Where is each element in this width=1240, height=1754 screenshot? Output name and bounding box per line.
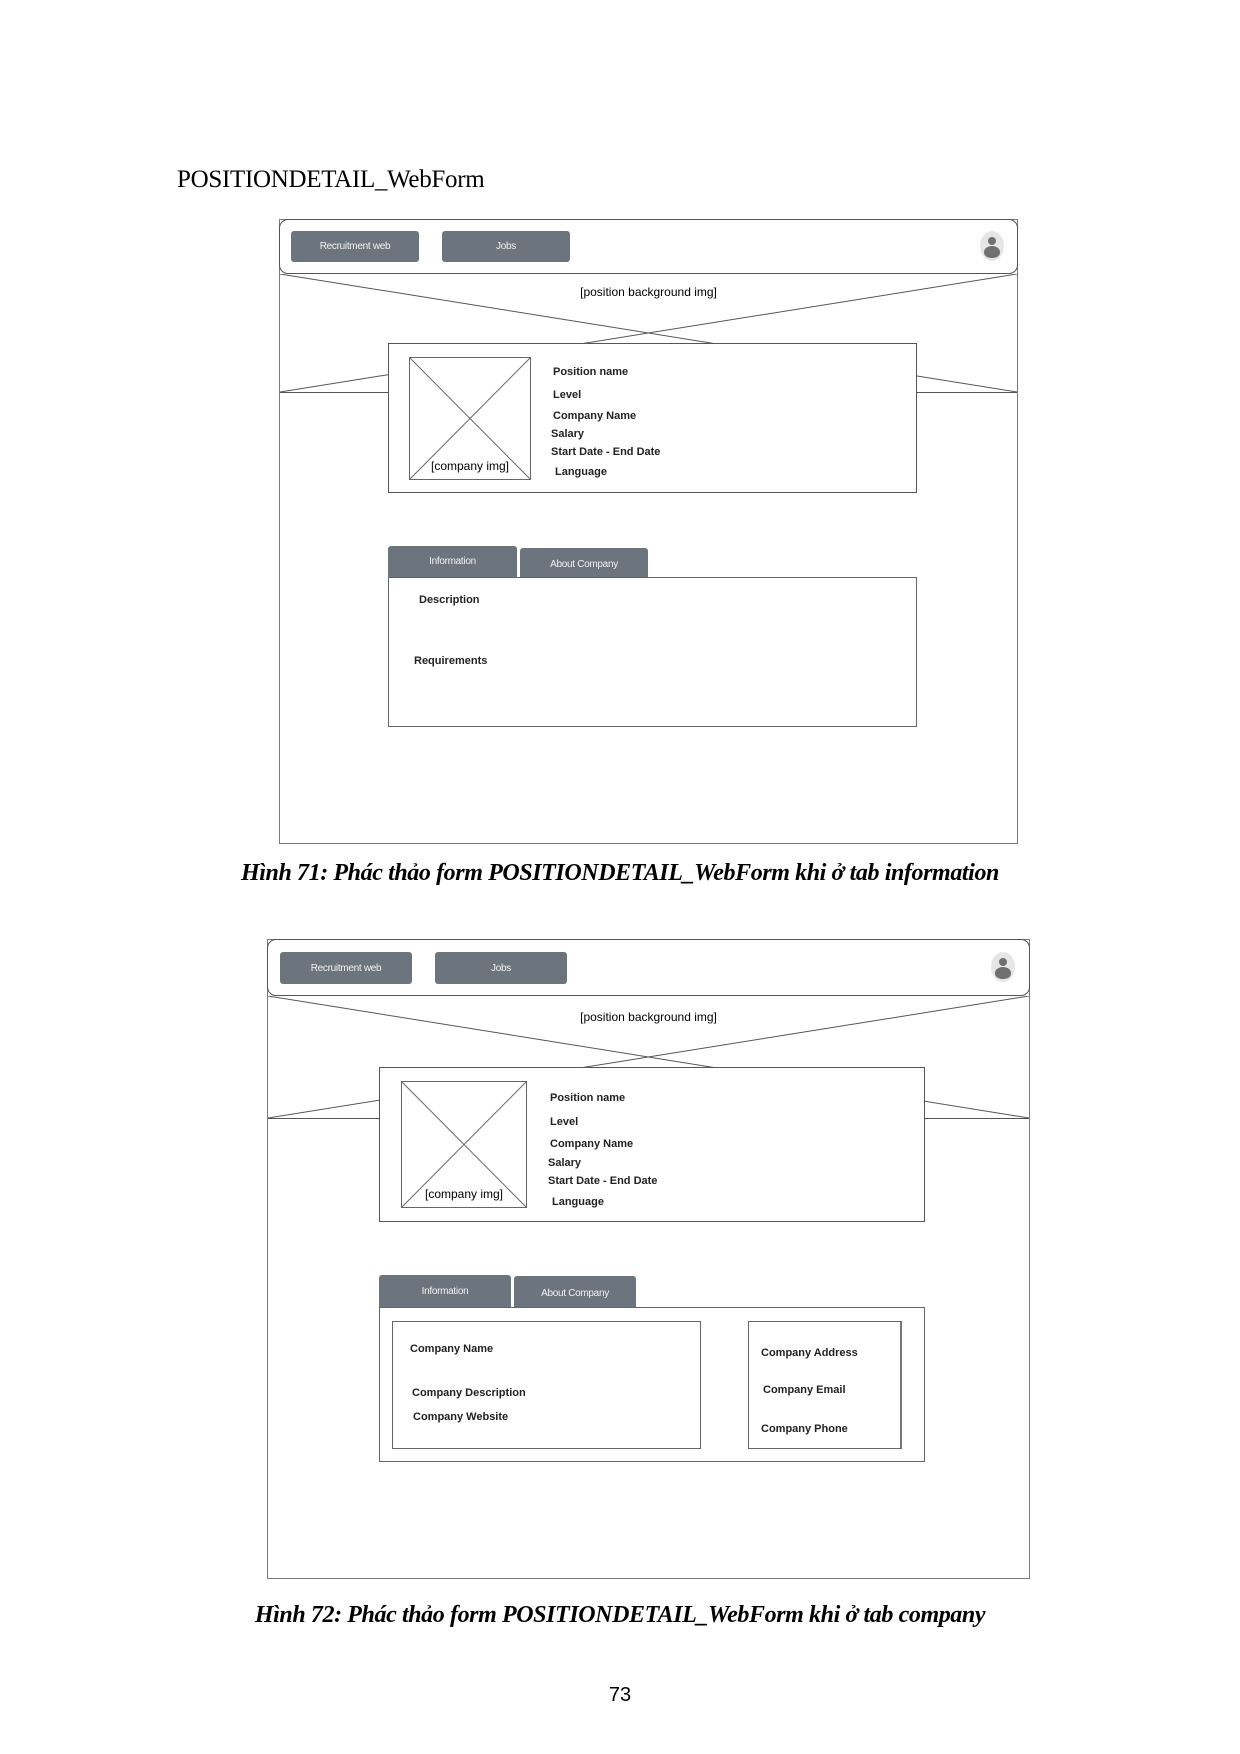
salary-field: Salary xyxy=(548,1157,582,1169)
recruitment-web-button[interactable]: Recruitment web xyxy=(291,231,419,262)
level-field: Level xyxy=(550,1116,579,1128)
position-name-field: Position name xyxy=(553,366,629,378)
user-avatar-icon[interactable] xyxy=(980,231,1004,261)
position-card xyxy=(379,1067,925,1222)
company-website-field: Company Website xyxy=(413,1411,509,1423)
wireframe-company-tab xyxy=(267,939,1030,1579)
language-field: Language xyxy=(555,466,607,478)
tab-information[interactable]: Information xyxy=(379,1275,511,1307)
company-description-field: Company Description xyxy=(412,1387,526,1399)
tab-about-company[interactable]: About Company xyxy=(514,1276,636,1307)
requirements-field: Requirements xyxy=(414,655,488,667)
tab-about-company[interactable]: About Company xyxy=(520,548,648,577)
company-image-label: [company img] xyxy=(424,1187,504,1201)
company-image xyxy=(409,357,531,480)
company-phone-field: Company Phone xyxy=(761,1423,848,1435)
company-image-label: [company img] xyxy=(430,459,510,473)
wireframe-information-tab xyxy=(279,219,1018,844)
company-name-field: Company Name xyxy=(553,410,637,422)
jobs-button[interactable]: Jobs xyxy=(442,231,570,262)
figure-72-caption: Hình 72: Phác thảo form POSITIONDETAIL_WebForm khi ở tab company xyxy=(254,1602,986,1628)
company-info-box xyxy=(392,1321,701,1449)
recruitment-web-button[interactable]: Recruitment web xyxy=(280,952,412,984)
navbar xyxy=(267,939,1030,996)
section-title: POSITIONDETAIL_WebForm xyxy=(177,166,485,193)
user-avatar-icon[interactable] xyxy=(991,952,1015,982)
navbar xyxy=(279,219,1018,274)
banner-label: [position background img] xyxy=(580,285,717,299)
page-number: 73 xyxy=(608,1684,632,1706)
banner-label: [position background img] xyxy=(580,1010,717,1024)
company-name-field: Company Name xyxy=(550,1138,634,1150)
position-name-field: Position name xyxy=(550,1092,626,1104)
description-field: Description xyxy=(419,594,480,606)
information-tab-panel xyxy=(388,577,917,727)
company-email-field: Company Email xyxy=(763,1384,846,1396)
salary-field: Salary xyxy=(551,428,585,440)
date-range-field: Start Date - End Date xyxy=(548,1175,658,1187)
about-company-tab-panel xyxy=(379,1307,925,1462)
company-image xyxy=(401,1081,527,1208)
jobs-button[interactable]: Jobs xyxy=(435,952,567,984)
figure-71-caption: Hình 71: Phác thảo form POSITIONDETAIL_WebForm khi ở tab information xyxy=(240,860,999,886)
date-range-field: Start Date - End Date xyxy=(551,446,661,458)
tab-information[interactable]: Information xyxy=(388,546,517,577)
level-field: Level xyxy=(553,389,582,401)
language-field: Language xyxy=(552,1196,604,1208)
company-contact-box xyxy=(748,1321,902,1449)
company-address-field: Company Address xyxy=(761,1347,858,1359)
company-name-field: Company Name xyxy=(410,1343,494,1355)
position-card xyxy=(388,343,917,493)
